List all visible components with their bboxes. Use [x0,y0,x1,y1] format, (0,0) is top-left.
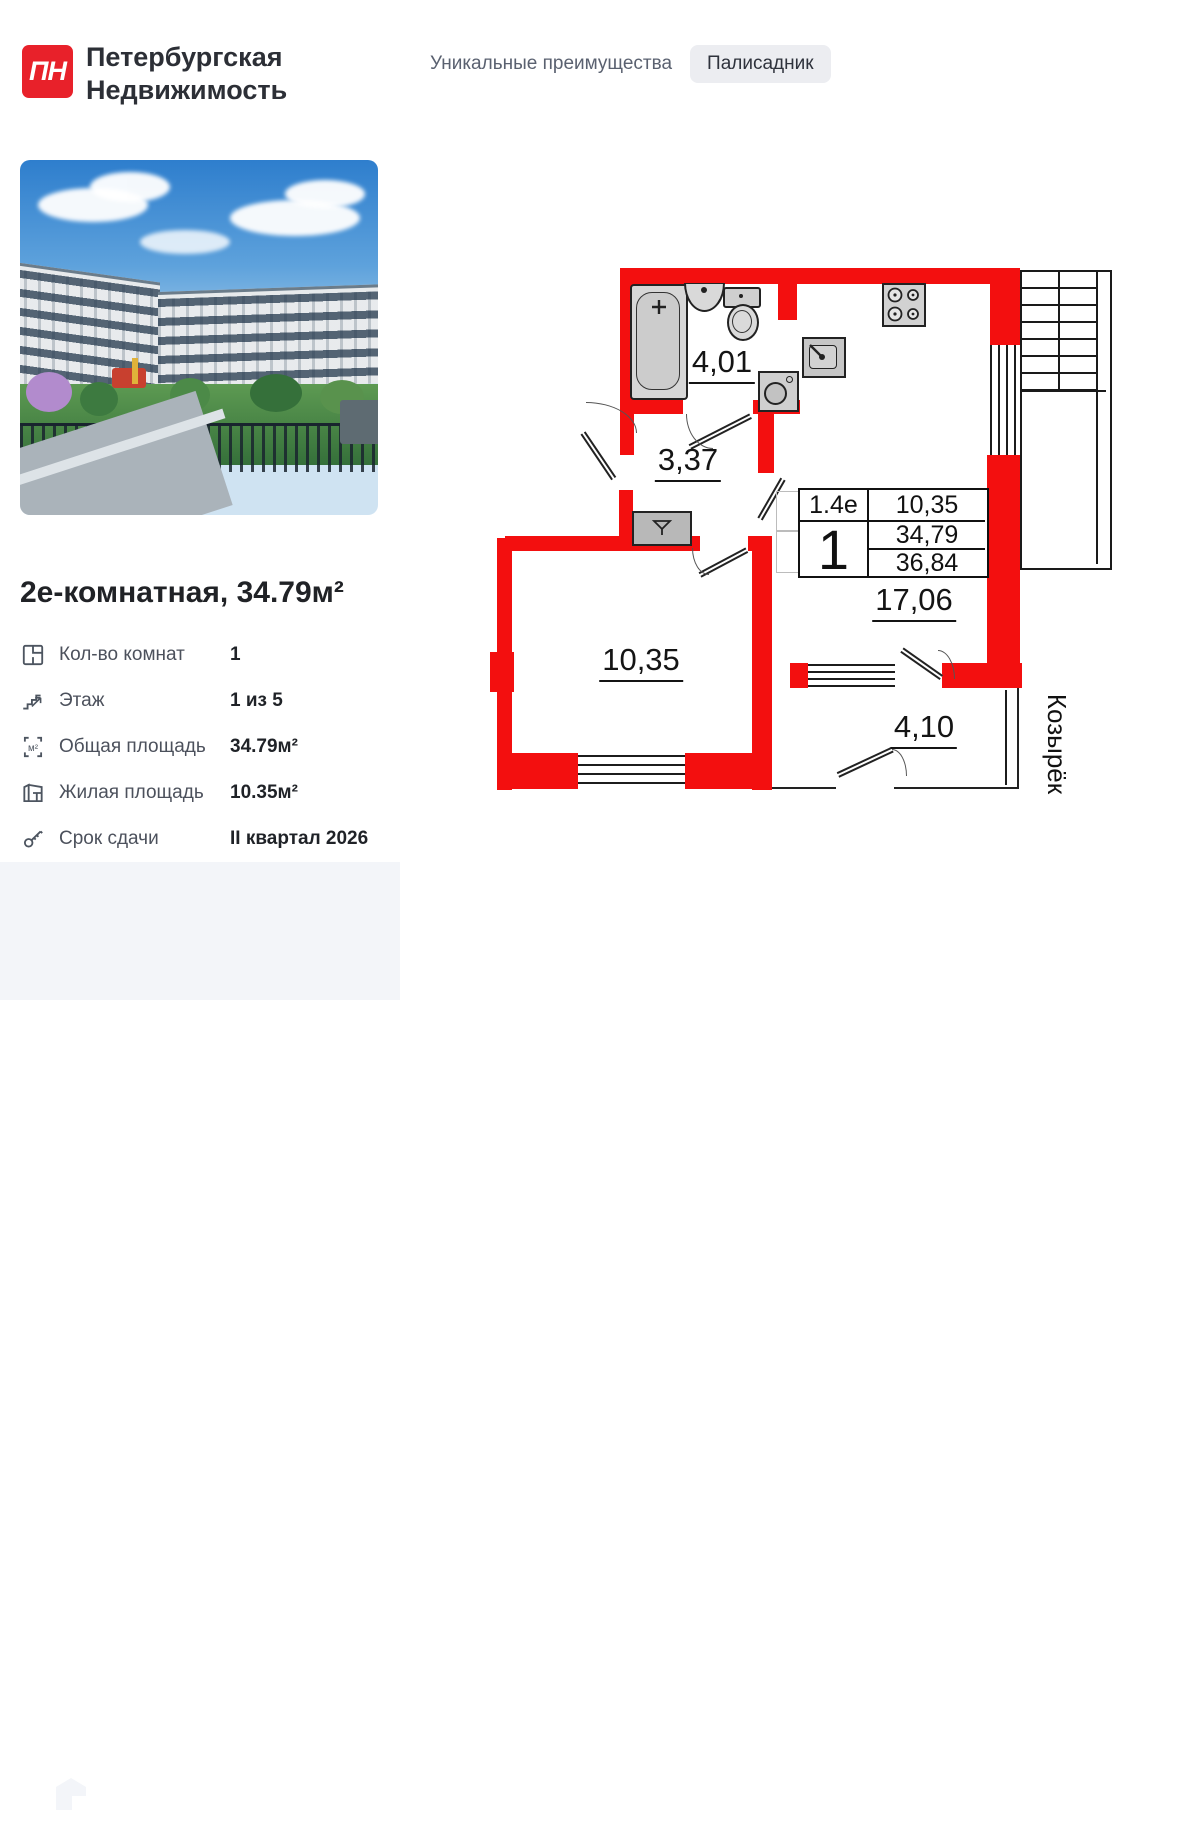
key-icon [20,826,46,852]
apartment-info-table [798,488,989,581]
spec-value: II квартал 2026 [230,828,369,849]
window-lines [578,764,685,766]
wall-segment [790,663,808,688]
wall-segment [752,538,772,790]
wall-segment [620,268,1020,284]
window-lines [808,664,895,666]
total-area-icon [20,734,46,760]
spec-row-living-area [20,770,380,816]
wall-segment [778,284,797,320]
spec-list [20,632,380,862]
bedroom-door-arc [692,548,709,575]
spec-label: Кол-во комнат [59,644,185,665]
cloud [140,230,230,254]
window-lines [808,685,895,687]
spec-label: Жилая площадь [59,782,204,803]
spec-value: 10.35м² [230,782,298,803]
window-lines [578,773,685,775]
wall-segment [622,400,683,414]
building-photo [20,160,378,515]
window-lines [578,782,685,784]
features-label: Уникальные преимущества [430,53,673,74]
spec-row-floor [20,678,380,724]
area-with-summer-value: 36,84 [867,548,985,576]
spec-label: Общая площадь [59,736,206,757]
entrance-door-leaf [581,431,617,480]
page-title: 2е-комнатная, 34.79м² [20,576,344,609]
stairs-icon [20,688,46,714]
spec-label: Срок сдачи [59,828,159,849]
washbasin-icon [684,283,725,312]
svg-text:м²: м² [28,742,38,754]
cabinet-icon [632,511,692,546]
watermark-band [0,862,400,1814]
brand-name-line1: Петербургская [86,42,283,72]
canopy-grid-divider [1058,272,1060,390]
room-label-bedroom: 10,35 [599,642,683,682]
wall-segment [987,455,1020,688]
brand-logo-icon: ПН [22,45,73,98]
watermark [44,1766,273,1822]
spec-value: 1 [230,644,241,665]
bush [26,372,72,412]
utility-box [340,400,378,444]
playground [112,368,146,388]
room-label-hallway: 3,37 [655,442,721,482]
brand [22,42,288,107]
spec-row-total-area [20,724,380,770]
bathtub-icon [630,284,688,400]
window-lines [998,345,1000,455]
canopy-box [1020,270,1112,795]
room-label-kitchen-living: 17,06 [872,582,956,622]
toilet-bowl [727,304,759,341]
living-area-icon [20,780,46,806]
playground-pole [132,358,138,384]
brand-name-line2: Недвижимость [86,75,288,105]
main-panel [400,0,1200,1000]
bush [250,374,302,412]
wall-segment [619,490,633,540]
wardrobe-outline [776,491,800,573]
spec-row-deadline [20,816,380,862]
rooms-count: 1 [800,520,867,576]
spec-row-rooms [20,632,380,678]
house-icon [44,1766,98,1822]
kitchen-sink-icon [802,337,846,378]
washing-machine-icon [758,371,799,412]
canopy-inner-line [1096,272,1098,564]
window-lines [990,345,992,455]
watermark-text: Домклик [110,1773,273,1814]
room-label-balcony: 4,10 [891,709,957,749]
spec-label: Этаж [59,690,105,711]
wall-segment [990,268,1020,345]
floor-plan [400,0,1200,1000]
living-area-value: 10,35 [867,490,985,520]
window-lines [808,671,895,673]
balcony-upper-door-leaf [900,648,943,680]
canopy-divider-line [1022,390,1106,392]
cloud [285,180,365,208]
sidebar [0,0,400,1814]
canopy-label: Козырёк [1042,693,1072,795]
spec-value: 34.79м² [230,736,298,757]
balcony-upper-door-arc [938,650,955,679]
room-label-bathroom: 4,01 [689,344,755,384]
brand-name [86,41,287,107]
total-area-value: 34,79 [867,520,985,548]
wall-segment [490,652,514,692]
window-lines [1014,345,1016,455]
plan-type: 1.4е [809,490,858,519]
spec-value: 1 из 5 [230,690,283,711]
wall-segment [497,753,578,789]
window-lines [578,755,685,757]
window-lines [1006,345,1008,455]
balcony-inner-line [1005,690,1007,785]
wall-segment [758,412,774,473]
balcony-door-gap [836,783,894,791]
floorplan-icon [20,642,46,668]
stove-icon [882,283,926,327]
cloud [90,172,170,202]
feature-badge[interactable]: Палисадник [690,45,831,83]
window-lines [808,678,895,680]
canopy-stairs-grid [1022,272,1098,390]
